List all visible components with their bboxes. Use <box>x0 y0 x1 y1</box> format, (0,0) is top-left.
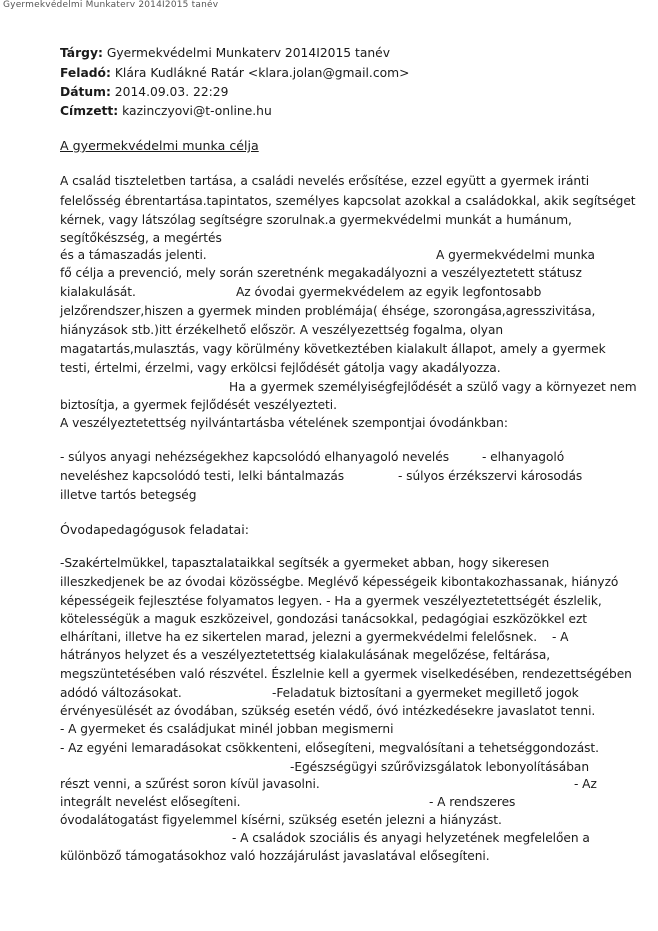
date-label: Dátum: <box>60 85 111 99</box>
body-line: kérnek, vagy látszólag segítségre szorulnak.a gyermekvédelmi munkát a humánum, <box>60 213 572 227</box>
section-title-goal: A gyermekvédelmi munka célja <box>60 138 259 153</box>
body-line: magatartás,mulasztás, vagy körülmény következtében kialakult állapot, amely a gyermek <box>60 342 606 356</box>
body-line: - A családok szociális és anyagi helyzetének megfelelően a <box>232 831 590 845</box>
body-line: megszüntetésében való részvétel. Észlelnie kell a gyermek viselkedésében, rendezettségében <box>60 667 632 681</box>
email-date-line <box>60 85 228 99</box>
body-line: hátrányos helyzet és a veszélyeztetettség kialakulásának megelőzése, feltárása, <box>60 648 551 662</box>
email-from-line <box>60 66 409 80</box>
body-line: -Feladatuk biztosítani a gyermeket megillető jogok <box>272 686 579 700</box>
body-line: integrált nevelést elősegíteni. <box>60 795 241 809</box>
body-line: kötelességük a maguk eszközeivel, gondozási tanácsokkal, pedagógiai eszközökkel ezt <box>60 612 588 626</box>
running-header: Gyermekvédelmi Munkaterv 2014I2015 tanév <box>3 0 219 10</box>
body-line: - súlyos érzékszervi károsodás <box>398 469 583 483</box>
body-line: testi, értelmi, érzelmi, vagy erkölcsi fejlődését gátolja vagy akadályozza. <box>60 361 501 375</box>
from-value: Klára Kudlákné Ratár <klara.jolan@gmail.com> <box>114 66 410 80</box>
body-line: illetve tartós betegség <box>60 488 197 502</box>
body-line: - A gyermeket és családjukat minél jobban megismerni <box>60 722 394 736</box>
subject-value: Gyermekvédelmi Munkaterv 2014I2015 tanév <box>106 46 391 60</box>
body-line: A gyermekvédelmi munka <box>436 248 595 262</box>
body-line: - A rendszeres <box>429 795 516 809</box>
body-line: fő célja a prevenció, mely során szeretnénk megakadályozni a veszélyeztetett státusz <box>60 266 582 280</box>
body-line: - Az egyéni lemaradásokat csökkenteni, elősegíteni, megvalósítani a tehetséggondozást. <box>60 741 599 755</box>
body-line: - súlyos anyagi nehézségekhez kapcsolódó elhanyagoló nevelés <box>60 450 449 464</box>
from-label: Feladó: <box>60 66 111 80</box>
body-line: különböző támogatásokhoz való hozzájárulást javaslatával elősegíteni. <box>60 849 490 863</box>
body-line: érvényesülését az óvodában, szükség esetén védő, óvó intézkedésekre javaslatot tenni. <box>60 704 596 718</box>
body-line: elhárítani, illetve ha ez sikertelen marad, jelezni a gyermekvédelmi felelősnek. <box>60 630 538 644</box>
body-line: -Egészségügyi szűrővizsgálatok lebonyolításában <box>290 760 589 774</box>
body-line: segítőkészség, a megértés <box>60 231 222 245</box>
to-value: kazinczyovi@t-online.hu <box>122 104 272 118</box>
body-line: - elhanyagoló <box>482 450 565 464</box>
body-line: - Az <box>574 777 597 791</box>
body-line: - A <box>552 630 569 644</box>
date-value: 2014.09.03. 22:29 <box>114 85 229 99</box>
body-line: Az óvodai gyermekvédelem az egyik legfontosabb <box>236 285 542 299</box>
body-line: illeszkedjenek be az óvodai közösségbe. Meglévő képességeik kibontakozhassanak, hiányzó <box>60 575 619 589</box>
email-subject-line <box>60 46 390 60</box>
body-line: -Szakértelmükkel, tapasztalataikkal segítsék a gyermeket abban, hogy sikeresen <box>60 556 550 570</box>
body-line: Ha a gyermek személyiségfejlődését a szülő vagy a környezet nem <box>229 380 637 394</box>
body-line: részt venni, a szűrést soron kívül javasolni. <box>60 777 320 791</box>
body-line: neveléshez kapcsolódó testi, lelki bántalmazás <box>60 469 345 483</box>
subject-label: Tárgy: <box>60 46 103 60</box>
body-line: kialakulását. <box>60 285 136 299</box>
body-line: felelősség ébrentartása.tapintatos, személyes kapcsolat azokkal a családokkal, akik segítséget <box>60 194 636 208</box>
to-label: Címzett: <box>60 104 119 118</box>
body-line: biztosítja, a gyermek fejlődését veszélyezteti. <box>60 398 337 412</box>
body-line: képességeik fejlesztése folyamatos legyen. - Ha a gyermek veszélyeztetettségét észlelik, <box>60 594 602 608</box>
body-line: óvodalátogatást figyelemmel kísérni, szükség esetén jelezni a hiányzást. <box>60 813 502 827</box>
section-title-tasks: Óvodapedagógusok feladatai: <box>60 522 249 537</box>
body-line: A család tiszteletben tartása, a családi nevelés erősítése, ezzel együtt a gyermek iránti <box>60 174 590 188</box>
body-line: A veszélyeztetettség nyilvántartásba vételének szempontjai óvodánkban: <box>60 416 508 430</box>
body-line: és a támaszadás jelenti. <box>60 248 207 262</box>
body-line: jelzőrendszer,hiszen a gyermek minden problémája( éhsége, szorongása,agresszivitása, <box>60 304 596 318</box>
body-line: hiányzások stb.)itt érzékelhető először. A veszélyezettség fogalma, olyan <box>60 323 504 337</box>
email-to-line <box>60 104 272 118</box>
body-line: adódó változásokat. <box>60 686 182 700</box>
